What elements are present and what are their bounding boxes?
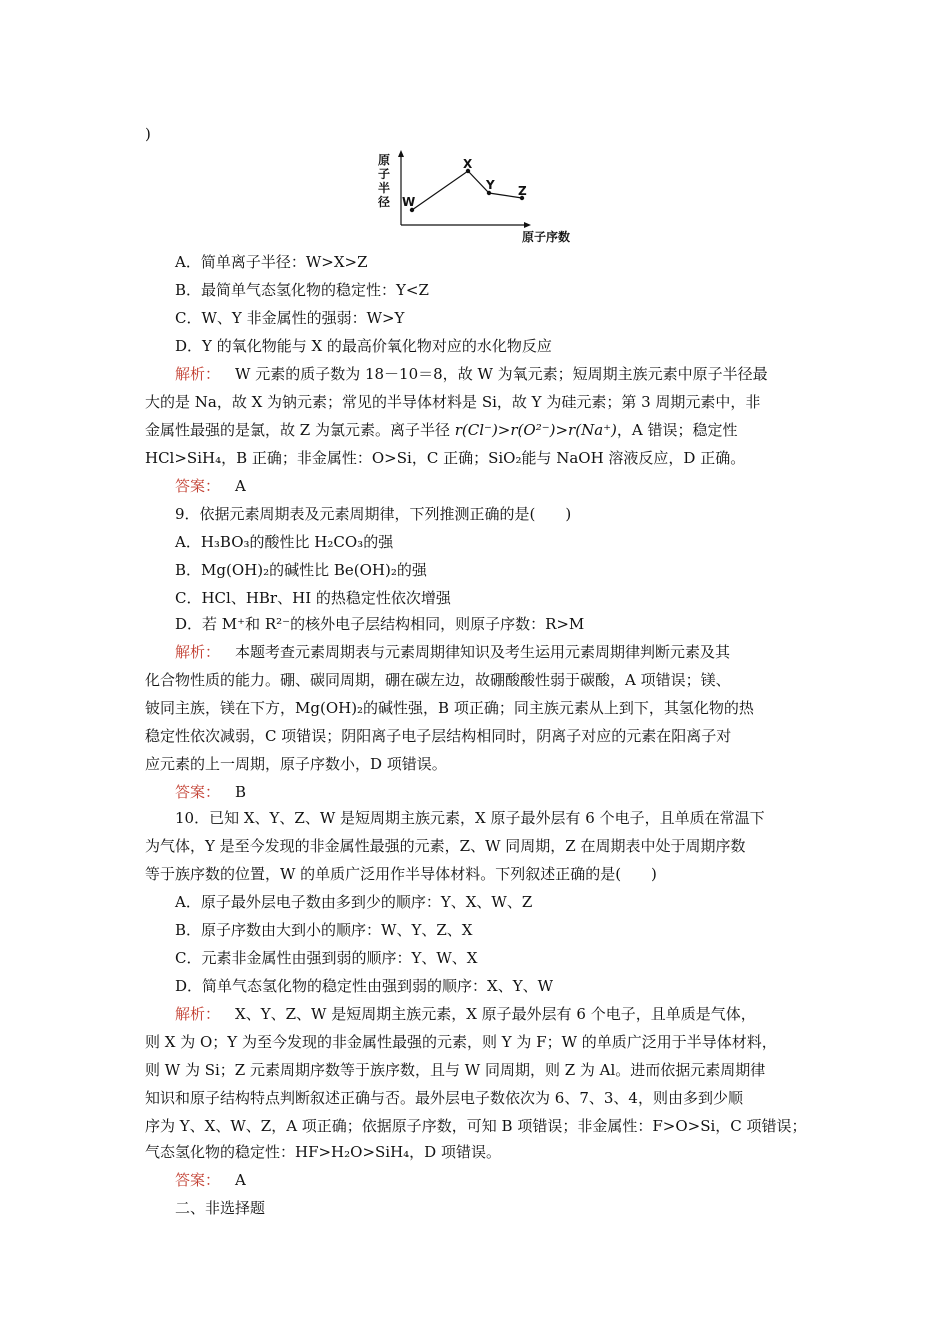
q8-option-b: B．最简单气态氢化物的稳定性：Y<Z [175, 281, 429, 299]
q8-option-a: A．简单离子半径：W>X>Z [175, 253, 368, 271]
q9-option-a: A．H₃BO₃的酸性比 H₂CO₃的强 [175, 533, 394, 551]
q10-option-c: C．元素非金属性由强到弱的顺序：Y、W、X [175, 949, 478, 967]
x-axis-arrow [524, 222, 531, 228]
label-w: W [402, 195, 416, 209]
ion-radius-formula: r(Cl⁻)>r(O²⁻)>r(Na⁺) [454, 421, 617, 439]
q9-analysis-line: 解析： 本题考查元素周期表与元素周期律知识及考生运用元素周期律判断元素及其 [175, 643, 731, 661]
q10-analysis-line: 气态氢化物的稳定性：HF>H₂O>SiH₄，D 项错误。 [145, 1143, 501, 1161]
ylabel-char: 子 [378, 167, 391, 181]
q10-analysis-line: 则 X 为 O；Y 为至今发现的非金属性最强的元素，则 Y 为 F；W 的单质广泛用于半导体材料， [145, 1033, 777, 1051]
q10-option-b: B．原子序数由大到小的顺序：W、Y、Z、X [175, 921, 473, 939]
q9-analysis-line: 铍同主族，镁在下方，Mg(OH)₂的碱性强，B 项正确；同主族元素从上到下，其氢化物的热 [145, 699, 754, 717]
answer-label: 答案： [175, 477, 221, 495]
answer-value: B [235, 783, 247, 801]
radius-curve [412, 171, 522, 210]
atomic-radius-figure [372, 148, 582, 246]
analysis-label: 解析： [175, 365, 221, 383]
ylabel-char: 原 [378, 153, 391, 167]
q10-stem: 10．已知 X、Y、Z、W 是短周期主族元素，X 原子最外层有 6 个电子，且单质在常温下 [175, 809, 765, 827]
ylabel-char: 半 [378, 181, 391, 195]
q8-analysis-line: 大的是 Na，故 X 为钠元素；常见的半导体材料是 Si，故 Y 为硅元素；第 3 周期元素中，非 [145, 393, 761, 411]
q8-analysis-line: 解析： W 元素的质子数为 18－10＝8，故 W 为氧元素；短周期主族元素中原子半径最 [175, 365, 768, 383]
xlabel: 原子序数 [522, 230, 571, 244]
q8-analysis-line: HCl>SiH₄，B 正确；非金属性：O>Si，C 正确；SiO₂能与 NaOH 溶液反应，D 正确。 [145, 449, 746, 467]
q9-analysis-line: 化合物性质的能力。硼、碳同周期，硼在碳左边，故硼酸酸性弱于碳酸，A 项错误；镁、 [145, 671, 731, 689]
q8-option-d: D．Y 的氧化物能与 X 的最高价氧化物对应的水化物反应 [175, 337, 552, 355]
answer-label: 答案： [175, 1171, 221, 1189]
analysis-label: 解析： [175, 1005, 221, 1023]
analysis-label: 解析： [175, 643, 221, 661]
q10-option-a: A．原子最外层电子数由多到少的顺序：Y、X、W、Z [175, 893, 533, 911]
q9-analysis-line: 应元素的上一周期，原子序数小，D 项错误。 [145, 755, 447, 773]
q10-stem: 为气体，Y 是至今发现的非金属性最强的元素，Z、W 同周期，Z 在周期表中处于周期序数 [145, 837, 746, 855]
answer-value: A [235, 1171, 246, 1189]
label-z: Z [518, 184, 527, 198]
q9-analysis-line: 稳定性依次减弱，C 项错误；阴阳离子电子层结构相同时，阴离子对应的元素在阳离子对 [145, 727, 732, 745]
top-paren: ) [145, 125, 151, 143]
q8-option-c: C．W、Y 非金属性的强弱：W>Y [175, 309, 405, 327]
q10-analysis-line: 知识和原子结构特点判断叙述正确与否。最外层电子数依次为 6、7、3、4，则由多到少顺 [145, 1089, 743, 1107]
q10-analysis-line: 则 W 为 Si；Z 元素周期序数等于族序数，且与 W 同周期，则 Z 为 Al。进而依据元素周期律 [145, 1061, 766, 1079]
label-x: X [463, 157, 473, 171]
q10-stem: 等于族序数的位置，W 的单质广泛用作半导体材料。下列叙述正确的是( ) [145, 865, 657, 883]
q9-stem: 9．依据元素周期表及元素周期律，下列推测正确的是( ) [175, 505, 572, 523]
answer-label: 答案： [175, 783, 221, 801]
q9-option-c: C．HCl、HBr、HI 的热稳定性依次增强 [175, 589, 451, 607]
q10-analysis-line: 序为 Y、X、W、Z，A 项正确；依据原子序数，可知 B 项错误；非金属性：F>O>Si，C 项错误； [145, 1117, 807, 1135]
q9-option-d: D．若 M⁺和 R²⁻的核外电子层结构相同，则原子序数：R>M [175, 615, 585, 633]
q10-analysis-line: 解析： X、Y、Z、W 是短周期主族元素，X 原子最外层有 6 个电子，且单质是气体， [175, 1005, 756, 1023]
section-heading: 二、非选择题 [175, 1199, 266, 1217]
q8-analysis-line: 金属性最强的是氯，故 Z 为氯元素。离子半径 r(Cl⁻)>r(O²⁻)>r(Na⁺)，A 错误；稳定性 [145, 421, 738, 439]
answer-value: A [235, 477, 246, 495]
ylabel-char: 径 [378, 195, 391, 209]
y-axis-arrow [398, 150, 404, 157]
q10-answer-line [175, 1170, 246, 1190]
label-y: Y [486, 178, 495, 192]
q10-option-d: D．简单气态氢化物的稳定性由强到弱的顺序：X、Y、W [175, 977, 554, 995]
q8-answer-line [175, 476, 246, 496]
q9-answer-line [175, 782, 246, 802]
q9-option-b: B．Mg(OH)₂的碱性比 Be(OH)₂的强 [175, 561, 427, 579]
